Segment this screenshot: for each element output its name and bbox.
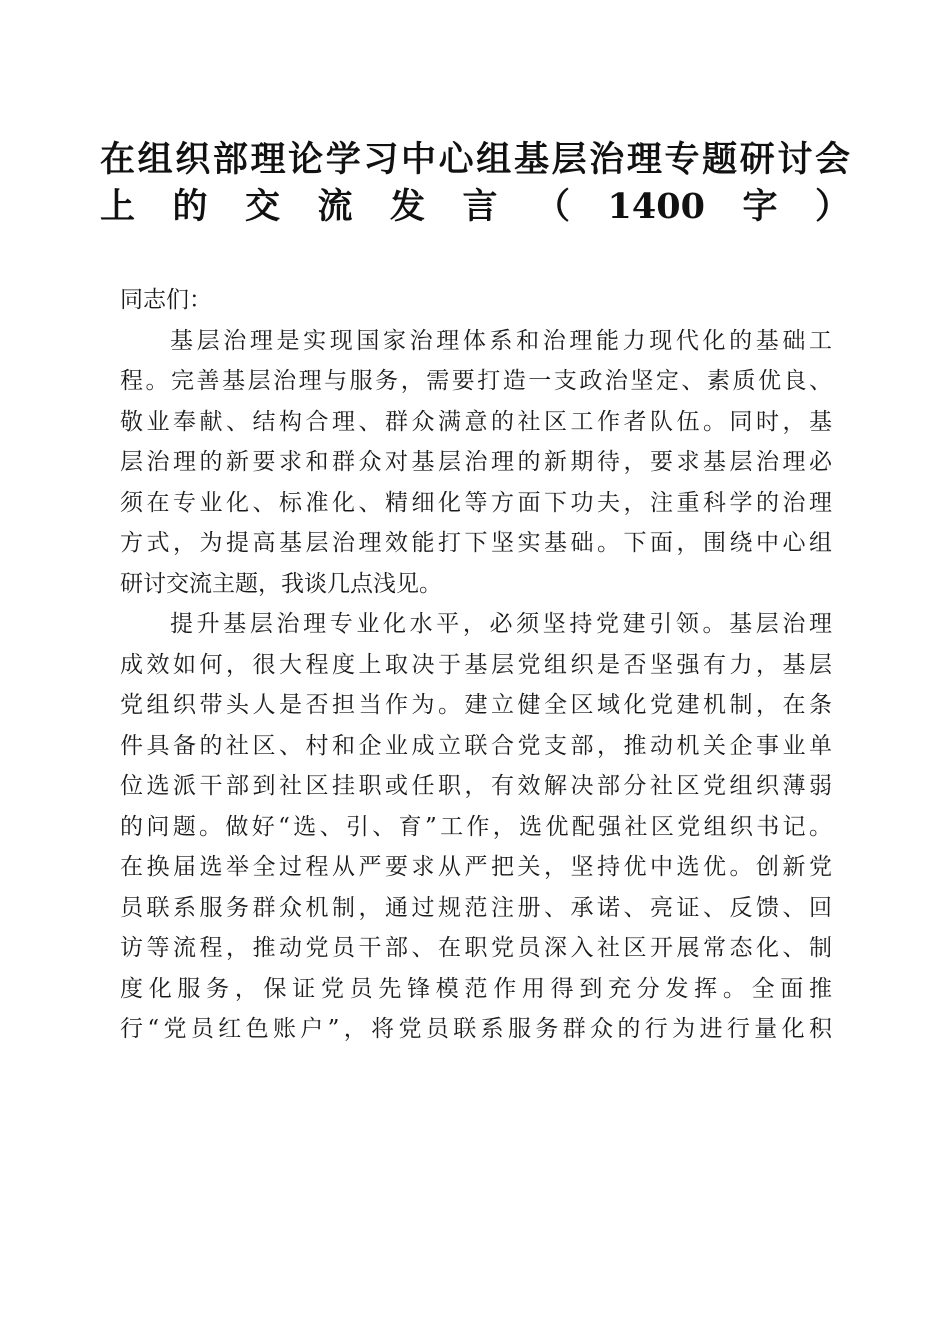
- salutation: 同志们：: [120, 287, 212, 313]
- paragraph-2-line-7: 在换届选举全过程从严要求从严把关，坚持优中选优。创新党: [120, 854, 832, 880]
- paragraph-2-line-2: 成效如何，很大程度上取决于基层党组织是否坚强有力，基层: [120, 651, 832, 678]
- document-body: [120, 280, 832, 1050]
- paragraph-2-line-11: 行“党员红色账户”，将党员联系服务群众的行为进行量化积: [120, 1016, 832, 1042]
- paragraph-1-line-3: 敬业奉献、结构合理、群众满意的社区工作者队伍。同时，基: [120, 408, 832, 435]
- paragraph-1-line-4: 层治理的新要求和群众对基层治理的新期待，要求基层治理必: [120, 449, 832, 475]
- title-line-1: 在组织部理论学习中心组基层治理专题研讨会: [100, 139, 850, 180]
- document-title: [100, 136, 850, 230]
- paragraph-2-line-3: 党组织带头人是否担当作为。建立健全区域化党建机制，在条: [120, 692, 832, 718]
- paragraph-1-line-6: 方式，为提高基层治理效能打下坚实基础。下面，围绕中心组: [120, 530, 832, 556]
- paragraph-2-line-1: 提升基层治理专业化水平，必须坚持党建引领。基层治理: [170, 611, 832, 637]
- paragraph-2-line-8: 员联系服务群众机制，通过规范注册、承诺、亮证、反馈、回: [120, 894, 832, 921]
- paragraph-2-line-10: 度化服务，保证党员先锋模范作用得到充分发挥。全面推: [120, 975, 832, 1002]
- paragraph-2-line-4: 件具备的社区、村和企业成立联合党支部，推动机关企事业单: [120, 732, 832, 759]
- paragraph-2-line-5: 位选派干部到社区挂职或任职，有效解决部分社区党组织薄弱: [120, 773, 832, 799]
- title-line-2: 上的交流发言（1400字）: [100, 186, 850, 227]
- paragraph-2: [120, 604, 832, 1050]
- paragraph-1-line-7: 研讨交流主题，我谈几点浅见。: [120, 570, 442, 597]
- paragraph-1: [120, 321, 832, 605]
- paragraph-1-line-1: 基层治理是实现国家治理体系和治理能力现代化的基础工: [170, 327, 832, 354]
- paragraph-1-line-2: 程。完善基层治理与服务，需要打造一支政治坚定、素质优良、: [120, 368, 832, 394]
- paragraph-1-line-5: 须在专业化、标准化、精细化等方面下功夫，注重科学的治理: [120, 489, 832, 516]
- paragraph-2-line-9: 访等流程，推动党员干部、在职党员深入社区开展常态化、制: [120, 935, 832, 961]
- paragraph-2-line-6: 的问题。做好“选、引、育”工作，选优配强社区党组织书记。: [120, 813, 832, 840]
